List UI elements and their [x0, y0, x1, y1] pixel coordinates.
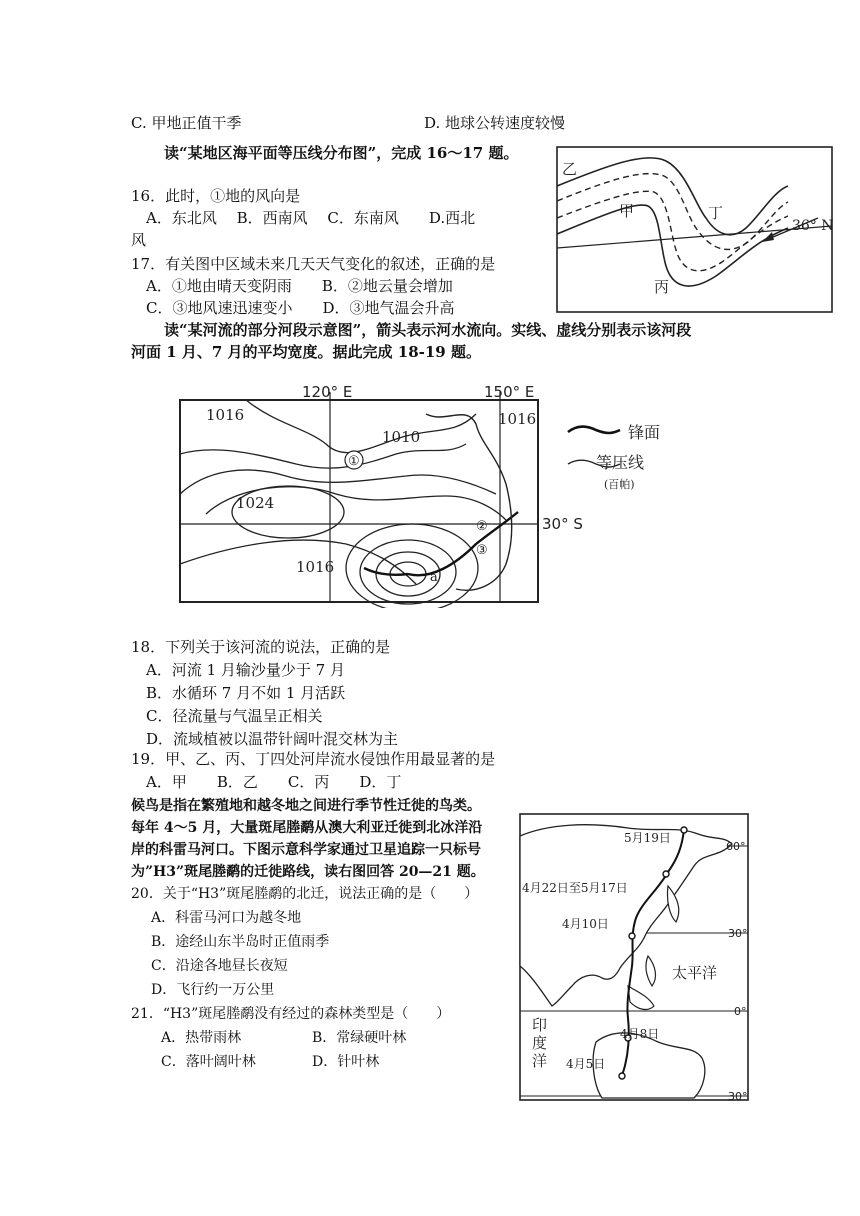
- intro-16-17: 读“某地区海平面等压线分布图”，完成 16～17 题。: [164, 144, 519, 162]
- lat-30n: 30°: [728, 927, 748, 940]
- label-yi: 乙: [562, 160, 578, 178]
- q18-stem: 18．下列关于该河流的说法，正确的是: [131, 638, 391, 656]
- date-apr10: 4月10日: [562, 917, 609, 931]
- intro-20-21-line4: 为”H3”斑尾塍鹬的迁徙路线，读右图回答 20—21 题。: [131, 864, 485, 880]
- isobar-label-1024: 1024: [236, 494, 275, 512]
- q17-stem: 17．有关图中区域未来几天天气变化的叙述，正确的是: [131, 255, 496, 273]
- intro-18-19-line2: 河面 1 月、7 月的平均宽度。据此完成 18-19 题。: [131, 343, 481, 361]
- q21-option-a: A．热带雨林: [161, 1030, 242, 1046]
- lon-150e: 150° E: [484, 384, 535, 401]
- q21-option-c: C．落叶阔叶林: [161, 1054, 256, 1070]
- q17-options-cd: C．③地风速迅速变小 D．③地气温会升高: [146, 299, 455, 317]
- marker-3: ③: [476, 543, 488, 558]
- label-jia: 甲: [619, 202, 635, 220]
- q18-option-c: C．径流量与气温呈正相关: [146, 707, 323, 725]
- q20-option-d: D．飞行约一万公里: [151, 982, 275, 998]
- q18-option-b: B．水循环 7 月不如 1 月活跃: [146, 684, 346, 702]
- marker-a: a: [430, 570, 438, 585]
- lat-60: 60°: [726, 840, 746, 853]
- label-indian-3: 洋: [532, 1052, 548, 1070]
- q18-option-d: D．流域植被以温带针阔叶混交林为主: [146, 730, 399, 748]
- isobar-label-1010: 1010: [382, 428, 421, 446]
- q15-option-c: C. 甲地正值干季: [131, 114, 242, 132]
- date-apr5: 4月5日: [566, 1057, 606, 1071]
- isobar-label-1016-nw: 1016: [206, 406, 245, 424]
- intro-18-19-line1: 读“某河流的部分河段示意图”，箭头表示河水流向。实线、虚线分别表示该河段: [164, 321, 692, 339]
- q20-option-b: B．途经山东半岛时正值雨季: [151, 934, 330, 950]
- q21-option-d: D．针叶林: [312, 1054, 380, 1070]
- date-may19: 5月19日: [624, 831, 671, 845]
- legend-isobar-label: 等压线: [596, 453, 645, 472]
- marker-2: ②: [476, 519, 488, 534]
- date-apr8: 4月8日: [620, 1027, 660, 1041]
- q19-options: A．甲 B．乙 C．丙 D．丁: [146, 773, 402, 791]
- lat-30s: 30° S: [542, 515, 583, 533]
- label-36n: 36° N: [792, 218, 834, 234]
- q16-stem: 16．此时，①地的风向是: [131, 187, 301, 205]
- q20-stem: 20．关于“H3”斑尾塍鹬的北迁，说法正确的是（ ）: [131, 886, 479, 902]
- q20-option-c: C．沿途各地昼长夜短: [151, 958, 288, 974]
- label-ding: 丁: [708, 204, 724, 222]
- isobar-label-1016-sw: 1016: [296, 558, 335, 576]
- river-section-figure: [556, 146, 838, 318]
- intro-20-21-line2: 每年 4～5 月，大量斑尾塍鹬从澳大利亚迁徙到北冰洋沿: [131, 820, 483, 836]
- label-indian-2: 度: [532, 1034, 548, 1052]
- q18-option-a: A．河流 1 月输沙量少于 7 月: [146, 661, 345, 679]
- intro-20-21-line3: 岸的科雷马河口。下图示意科学家通过卫星追踪一只标号: [131, 842, 481, 858]
- label-pacific: 太平洋: [672, 964, 718, 982]
- isobar-label-1016-ne: 1016: [498, 410, 537, 428]
- q16-option-wrap: 风: [131, 231, 147, 249]
- intro-20-21-line1: 候鸟是指在繁殖地和越冬地之间进行季节性迁徙的鸟类。: [131, 798, 481, 814]
- lon-120e: 120° E: [302, 384, 353, 401]
- lat-30s: 30°: [728, 1090, 748, 1103]
- label-indian-1: 印: [532, 1016, 548, 1034]
- date-apr22-may17: 4月22日至5月17日: [522, 881, 628, 895]
- q16-options: A．东北风 B．西南风 C．东南风 D.西北: [146, 209, 476, 227]
- legend-front-label: 锋面: [628, 423, 661, 442]
- q21-stem: 21．“H3”斑尾塍鹬没有经过的森林类型是（ ）: [131, 1006, 451, 1022]
- q20-option-a: A．科雷马河口为越冬地: [151, 910, 302, 926]
- isobar-map-figure: [176, 384, 696, 608]
- legend-front-line: [568, 427, 620, 434]
- migration-route-figure: [518, 806, 776, 1106]
- q17-options-ab: A．①地由晴天变阴雨 B．②地云量会增加: [146, 277, 453, 295]
- label-bing: 丙: [654, 278, 670, 296]
- lat-0: 0°: [734, 1005, 747, 1018]
- q21-option-b: B．常绿硬叶林: [312, 1030, 407, 1046]
- marker-1: ①: [348, 454, 360, 469]
- q15-option-d: D. 地球公转速度较慢: [424, 114, 566, 132]
- legend-unit-label: (百帕): [604, 478, 635, 491]
- q19-stem: 19．甲、乙、丙、丁四处河岸流水侵蚀作用最显著的是: [131, 750, 496, 768]
